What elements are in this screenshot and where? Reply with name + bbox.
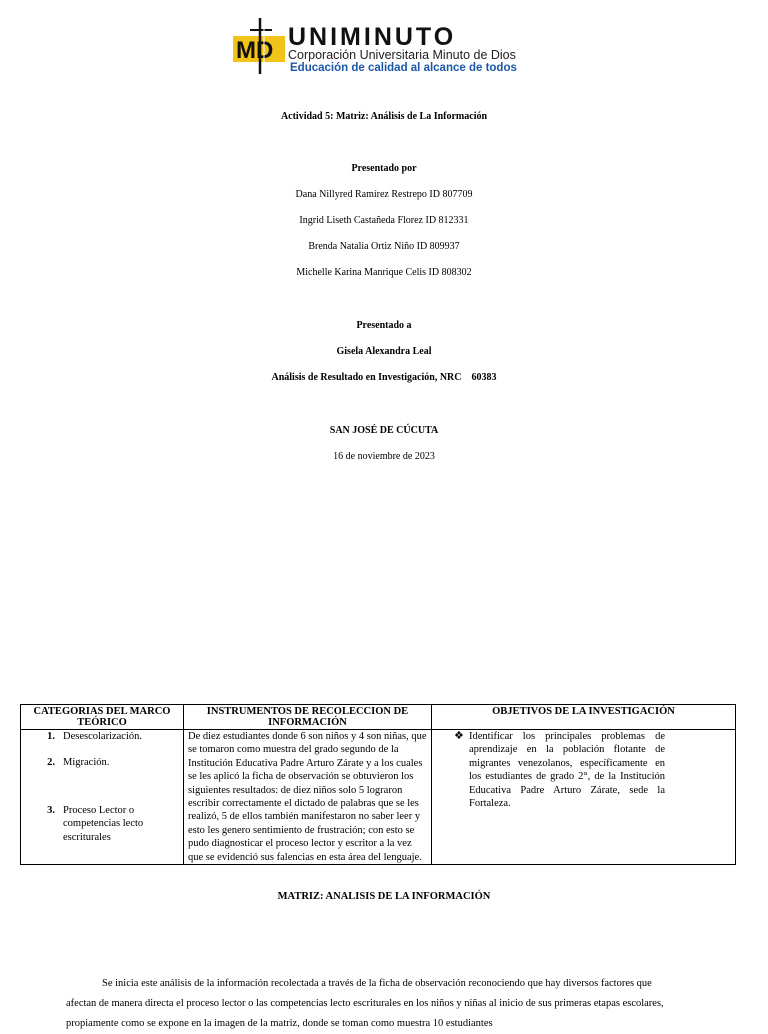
analysis-title: MATRIZ: ANALISIS DE LA INFORMACIÓN [277, 891, 491, 902]
objective-text: Identificar los principales problemas de aprendizaje en la población flotante de migrantes venezolanos, específicamente en los estudiantes de grado 2°, de la Institución Educativa Padre Arturo Zárate, sede la Fortaleza. [469, 731, 665, 810]
diamond-bullet-icon: ❖ [454, 730, 464, 742]
author-3: Brenda Natalia Ortiz Niño ID 809937 [308, 241, 460, 252]
instruments-cell: De diez estudiantes donde 6 son niños y 4 son niñas, que se tomaron como muestra del grado segundo de la Institución Educativa Padre Arturo Zárate y a los cuales se les aplicó la ficha de observación se obtuvieron los siguientes resultados: de diez niños solo 5 lograron escribir correctamente el dictado de palabras que se les realizó, 5 de ellos también manifestaron no saber leer y esto les genero sentimiento de frustración; con esto se pudo diagnosticar el proceso lector y escritor a la vez que se evidenció sus falencias en esta área del lenguaje. [184, 730, 432, 865]
header-objectives: OBJETIVOS DE LA INVESTIGACIÓN [432, 705, 736, 730]
objectives-cell [432, 730, 736, 865]
list-item: 3. Proceso Lector o competencias lecto escriturales [47, 804, 144, 843]
analysis-matrix-table [20, 704, 736, 865]
table-row [21, 730, 736, 865]
logo-brand-name: UNIMINUTO [288, 23, 457, 51]
activity-title: Actividad 5: Matriz: Análisis de La Información [280, 111, 488, 122]
table-header-row [21, 705, 736, 730]
date: 16 de noviembre de 2023 [333, 451, 435, 462]
author-2: Ingrid Liseth Castañeda Florez ID 812331 [299, 215, 469, 226]
logo-slogan: Educación de calidad al alcance de todos [290, 62, 517, 74]
uniminuto-md-logo-icon [230, 16, 288, 76]
university-logo [230, 16, 550, 76]
author-4: Michelle Karina Manrique Celis ID 808302 [296, 267, 472, 278]
categories-list [25, 730, 179, 844]
teacher-name: Gisela Alexandra Leal [336, 346, 432, 357]
svg-text:MD: MD [236, 37, 274, 64]
logo-corporation-name: Corporación Universitaria Minuto de Dios [288, 48, 516, 62]
presented-by-label: Presentado por [351, 163, 417, 174]
header-categories: CATEGORIAS DEL MARCO TEÓRICO [21, 705, 184, 730]
presented-to-label: Presentado a [356, 320, 412, 331]
header-instruments: INSTRUMENTOS DE RECOLECCION DE INFORMACIÓN [184, 705, 432, 730]
city: SAN JOSÉ DE CÚCUTA [329, 425, 439, 436]
categories-cell [21, 730, 184, 865]
course-name: Análisis de Resultado en Investigación, NRC 60383 [271, 372, 497, 383]
list-item: 1. Desescolarización. [47, 731, 143, 742]
author-1: Dana Nillyred Ramírez Restrepo ID 807709 [295, 189, 473, 200]
analysis-paragraph: Se inicia este análisis de la información recolectada a través de la ficha de observación reconociendo que hay diversos factores que afectan de manera directa el proceso lector o las competencias lecto escriturales en los niños y niñas al inicio de sus primeras etapas escolares, propiamente como se expone en la imagen de la matriz, donde se toman como muestra 10 estudiantes [66, 978, 664, 1029]
list-item: 2. Migración. [47, 757, 110, 769]
